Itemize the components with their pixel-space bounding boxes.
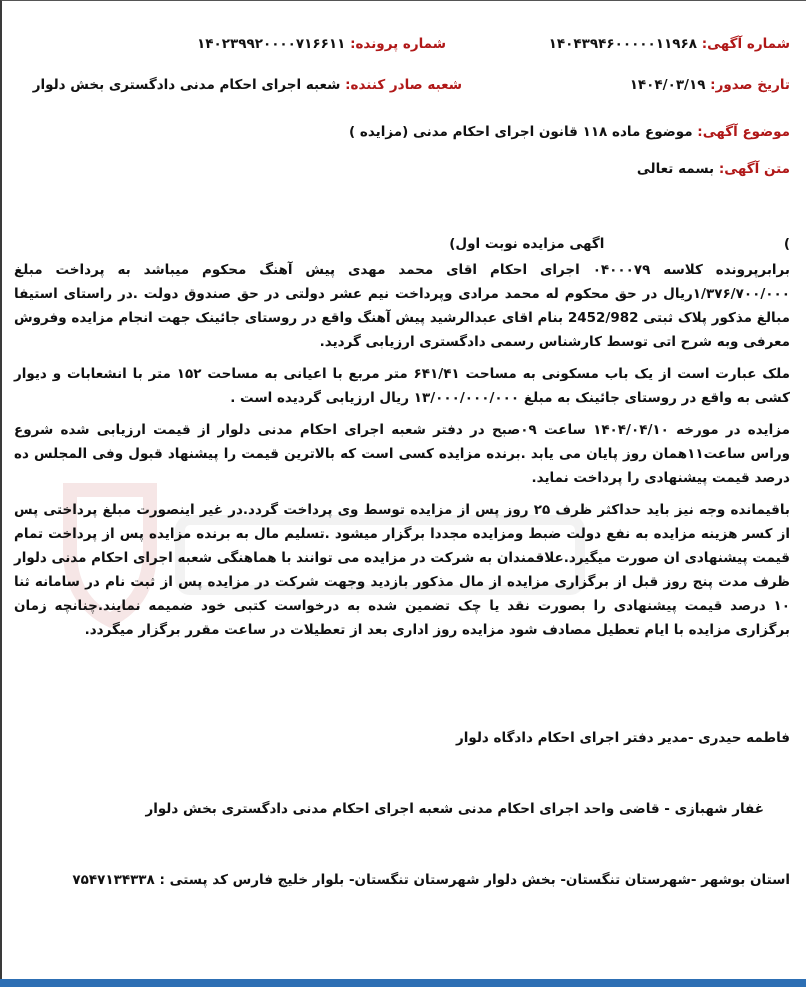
subject-label: موضوع آگهی: <box>697 124 790 140</box>
paragraph-1: برابرپرونده کلاسه ۰۴۰۰۰۷۹ اجرای احکام اقای محمد مهدی پیش آهنگ محکوم میباشد به پرداخت مبلغ ۱/۳۷۶/۷۰۰/۰۰۰ریال در حق محکوم له محمد مرادی وپرداخت نیم عشر دولتی در حق صندوق دولت .در راستای استیفا مبالغ مذکور پلاک ثبتی 2452/982 بنام اقای عبدالرشید پیش آهنگ واقع در روستای جائینک جهت انجام مزایده وفروش معرفی وبه شرح اتی توسط کارشناس رسمی دادگستری ارزیابی گردید. <box>14 262 790 350</box>
text-label: متن آگهی: <box>718 161 790 177</box>
paragraph-2: ملک عبارت است از یک باب مسکونی به مساحت ۶۴۱/۴۱ متر مربع با اعیانی به مساحت ۱۵۲ متر با انشعابات و دیوار کشی به واقع در روستای جائینک به مبلغ ۱۳/۰۰۰/۰۰۰/۰۰۰ ریال ارزیابی گردیده است . <box>14 366 790 406</box>
notice-title: اگهی مزایده نوبت اول) <box>449 236 605 252</box>
paragraph-4: باقیمانده وجه نیز باید حداکثر ظرف ۲۵ روز پس از مزایده توسط وی پرداخت گردد.در غیر اینصورت مبلغ پرداختی پس از کسر هزینه مزایده به نفع دولت ضبط ومزایده مجددا برگزار میشود .تسلیم مال به برنده مزایده پس از پرداخت تمام قیمت پیشنهادی ان صورت میگیرد.علاقمندان به شرکت در مزایده می توانند با هماهنگی شعبه اجرای احکام مدنی دلوار ظرف مدت پنج روز قبل از برگزاری مزایده از مال مذکور بازدید وجهت شرکت در مزایده پس از ثبت نام در سامانه ثنا ۱۰ درصد قیمت پیشنهادی را بصورت نقد یا چک تضمین شده به درخواست کتبی خود ضمیمه نمایند.چنانچه زمان برگزاری مزایده با ایام تعطیل مصادف شود مزایده روز اداری بعد از تعطیلات در ساعت مقرر برگزار میگردد. <box>13 502 790 638</box>
issue-date-row <box>630 77 790 93</box>
notice-number-value: ۱۴۰۴۳۹۴۶۰۰۰۰۰۱۱۹۶۸ <box>548 36 697 52</box>
issuer-row <box>33 77 462 93</box>
case-number-row <box>197 36 446 52</box>
case-number-value: ۱۴۰۲۳۹۹۲۰۰۰۰۷۱۶۶۱۱ <box>197 36 346 52</box>
notice-title-line <box>14 232 790 256</box>
notice-number-row <box>549 36 790 52</box>
address-line <box>72 872 790 888</box>
notice-body <box>14 232 790 650</box>
subject-row <box>349 124 790 140</box>
notice-number-label: شماره آگهی: <box>701 36 790 52</box>
address-text: استان بوشهر -شهرستان تنگستان- بخش دلوار شهرستان تنگستان- بلوار خلیج فارس کد پستی : <box>159 872 790 888</box>
issue-date-label: تاریخ صدور: <box>710 77 790 93</box>
postal-code: ۷۵۴۷۱۳۴۳۳۸ <box>72 872 155 888</box>
paragraph-3: مزایده در مورخه ۱۴۰۴/۰۴/۱۰ ساعت ۰۹صبح در دفتر شعبه اجرای احکام مدنی دلوار از قیمت ارزیابی شده شروع وراس ساعت۱۱همان روز پایان می یابد .برنده مزایده کسی است که بالاترین قیمت را پیشنهاد قبول وفی المجلس ده درصد قیمت پیشنهادی را پرداخت نماید. <box>14 422 791 486</box>
text-value: بسمه تعالی <box>636 161 715 177</box>
bottom-bar <box>0 979 806 987</box>
subject-value: موضوع ماده ۱۱۸ قانون اجرای احکام مدنی (مزایده ) <box>349 124 693 140</box>
text-row <box>637 161 790 177</box>
signature-judge: غفار شهبازی - قاضی واحد اجرای احکام مدنی شعبه اجرای احکام مدنی دادگستری بخش دلوار <box>145 801 764 817</box>
issue-date-value: ۱۴۰۴/۰۳/۱۹ <box>629 77 706 93</box>
signature-office-manager: فاطمه حیدری -مدیر دفتر اجرای احکام دادگاه دلوار <box>455 730 790 746</box>
case-number-label: شماره پرونده: <box>350 36 446 52</box>
issuer-label: شعبه صادر کننده: <box>345 77 462 93</box>
issuer-value: شعبه اجرای احکام مدنی دادگستری بخش دلوار <box>32 77 341 93</box>
title-paren: ) <box>783 236 790 252</box>
